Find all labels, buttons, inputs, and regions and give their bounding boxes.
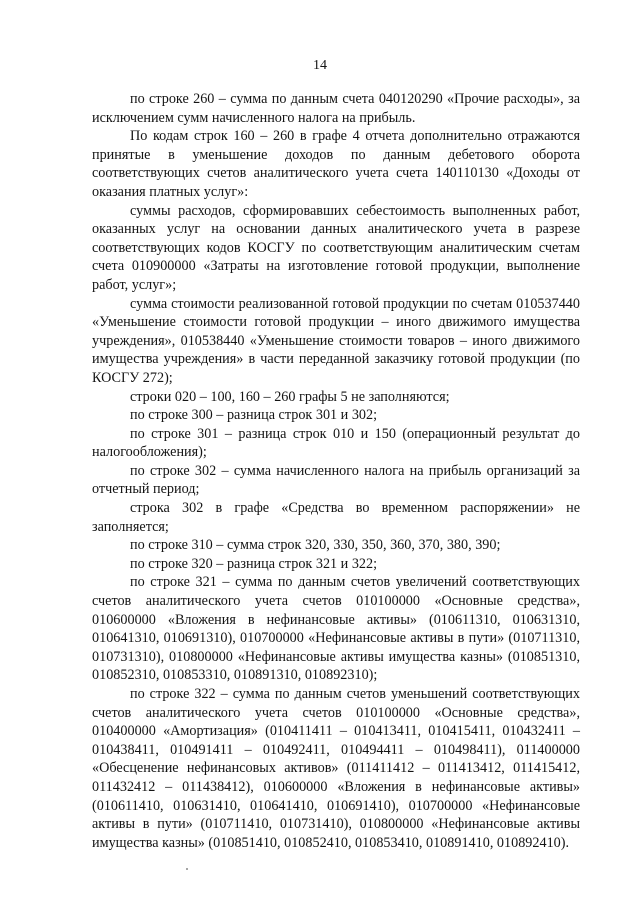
paragraph-lines-020-100: строки 020 – 100, 160 – 260 графы 5 не заполняются;	[130, 388, 450, 405]
paragraph-line-302-temp: строка 302 в графе «Средства во временном распоряжении» не заполняется;	[92, 500, 580, 535]
paragraph-line-310: по строке 310 – сумма строк 320, 330, 350, 360, 370, 380, 390;	[130, 537, 501, 554]
document-body	[92, 90, 580, 852]
paragraph-line-321: по строке 321 – сумма по данным счетов увеличений соответствующих счетов аналитического учета счетов 010100000 «Основные средства», 010600000 «Вложения в нефинансовые активы» (010611310, 010631310, 010641310, 010691310), 010700000 «Нефинансовые активы в пути» (010711310, 010731310), 010800000 «Нефинансовые активы имущества казны» (010851310, 010852310, 010853310, 010891310, 010892310);	[92, 574, 580, 684]
paragraph-product-cost: сумма стоимости реализованной готовой продукции по счетам 010537440 «Уменьшение стоимости готовой продукции – иного движимого имущества учреждения», 010538440 «Уменьшение стоимости товаров – иного движимого имущества учреждения» в части переданной заказчику готовой продукции (по КОСГУ 272);	[92, 295, 580, 386]
paragraph-codes-160-260: По кодам строк 160 – 260 в графе 4 отчета дополнительно отражаются принятые в уменьшение доходов по данным дебетового оборота соответствующих счетов аналитического учета счета 140110130 «Доходы от оказания платных услуг»:	[92, 128, 580, 200]
paragraph-line-302: по строке 302 – сумма начисленного налога на прибыль организаций за отчетный период;	[92, 462, 580, 498]
paragraph-line-301: по строке 301 – разница строк 010 и 150 (операционный результат до налогообложения);	[92, 425, 580, 461]
scan-speck	[186, 868, 188, 870]
paragraph-line-260: по строке 260 – сумма по данным счета 040120290 «Прочие расходы», за исключением сумм начисленного налога на прибыль.	[92, 91, 580, 126]
page-number: 14	[313, 58, 327, 73]
paragraph-line-300: по строке 300 – разница строк 301 и 302;	[130, 407, 378, 424]
paragraph-line-322: по строке 322 – сумма по данным счетов уменьшений соответствующих счетов аналитического учета счетов 010100000 «Основные средства», 010400000 «Амортизация» (010411411 – 010413411, 010415411, 010432411 – 010438411, 010491411 – 010492411, 010494411 – 010498411), 011400000 «Обесценение нефинансовых активов» (011411412 – 011413412, 011415412, 011432412 – 011438412), 010600000 «Вложения в нефинансовые активы» (010611410, 010631410, 010641410, 010691410), 010700000 «Нефинансовые активы в пути» (010711410, 010731410), 010800000 «Нефинансовые активы имущества казны» (010851410, 010852410, 010853410, 010891410, 010892410).	[92, 686, 580, 851]
paragraph-expense-sums: суммы расходов, сформировавших себестоимость выполненных работ, оказанных услуг на основании данных аналитического учета в разрезе соответствующих кодов КОСГУ по соответствующим аналитическим счетам счета 010900000 «Затраты на изготовление готовой продукции, выполнение работ, услуг»;	[92, 202, 580, 293]
paragraph-line-320: по строке 320 – разница строк 321 и 322;	[130, 555, 378, 572]
